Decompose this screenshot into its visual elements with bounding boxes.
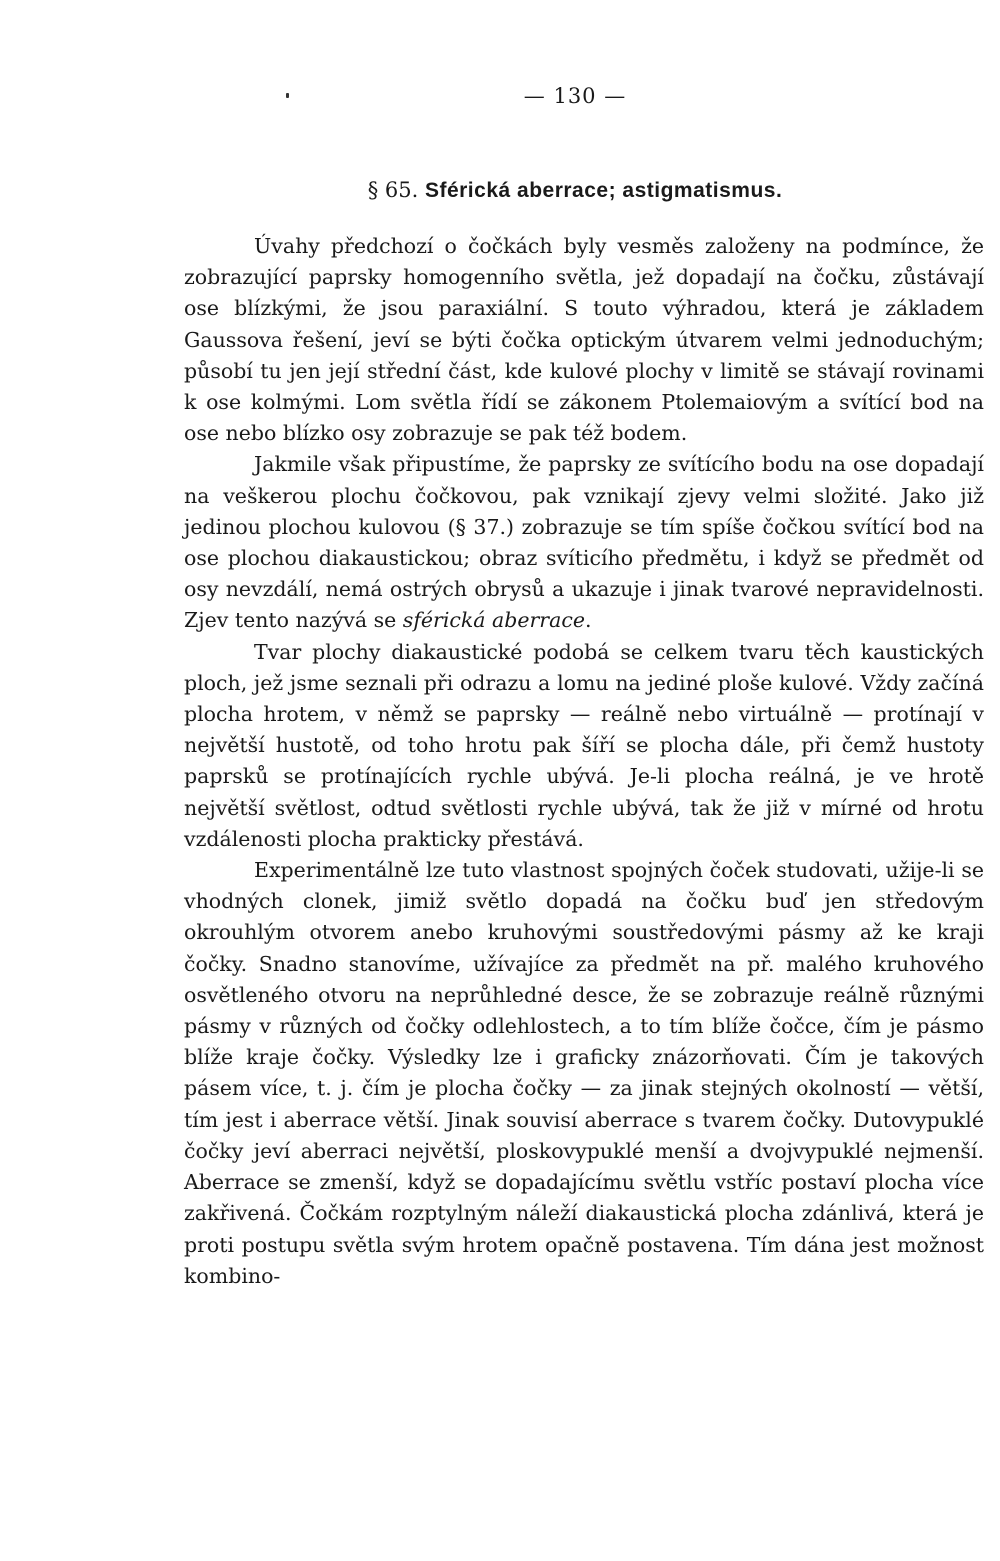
- paragraph-3: Tvar plochy diakaustické podobá se celkem tvaru těch kaustických ploch, jež jsme seznali při odrazu a lomu na jediné ploše kulové. Vždy začíná plocha hrotem, v němž se paprsky — reálně nebo virtuálně — protínají v největší hustotě, od toho hrotu pak šíří se plocha dále, při čemž hustoty paprsků se protínajících rychle ubývá. Je-li plocha reálná, je ve hrotě největší světlost, odtud světlosti rychle ubývá, tak že již v mírné od hrotu vzdálenosti plocha prakticky přestává.: [184, 639, 984, 851]
- paragraph-2-tail: .: [584, 608, 592, 633]
- section-heading: [0, 178, 1000, 203]
- paragraph-2-emphasis: sférická aberrace: [402, 608, 585, 633]
- page-number: — 130 —: [523, 84, 627, 108]
- section-symbol: § 65.: [367, 178, 419, 202]
- section-title: Sférická aberrace; astigmatismus.: [424, 179, 783, 202]
- body-text: [184, 231, 984, 1292]
- paragraph-1: Úvahy předchozí o čočkách byly vesměs založeny na podmínce, že zobrazující paprsky homogenního světla, jež dopadají na čočku, zůstávají ose blízkými, že jsou paraxiální. S touto výhradou, která je základem Gaussova řešení, jeví se býti čočka optickým útvarem velmi jednoduchým; působí tu jen její střední část, kde kulové plochy v limitě se stávají rovinami k ose kolmými. Lom světla řídí se zákonem Ptolemaiovým a svítící bod na ose nebo blízko osy zobrazuje se pak též bodem.: [184, 234, 984, 446]
- paragraph-4: Experimentálně lze tuto vlastnost spojných čoček studovati, užije-li se vhodných clonek, jimiž světlo dopadá na čočku buď jen středovým okrouhlým otvorem anebo kruhovými soustředovými pásmy až ke kraji čočky. Snadno stanovíme, užívajíce za předmět na př. malého kruhového osvětleného otvoru na neprůhledné desce, že se zobrazuje reálně různými pásmy v různých od čočky odlehlostech, a to tím blíže čočce, čím je pásmo blíže kraje čočky. Výsledky lze i graficky znázorňovati. Čím je takových pásem více, t. j. čím je plocha čočky — za jinak stejných okolností — větší, tím jest i aberrace větší. Jinak souvisí aberrace s tvarem čočky. Dutovypuklé čočky jeví aberraci největší, ploskovypuklé menší a dvojvypuklé nejmenší. Aberrace se zmenší, když se dopadajícímu světlu vstříc postaví plocha více zakřivená. Čočkám rozptylným náleží diakaustická plocha zdánlivá, která je proti postupu světla svým hrotem opačně postavena. Tím dána jest možnost kombino-: [184, 858, 984, 1288]
- paragraph-2-text: Jakmile však připustíme, že paprsky ze svítícího bodu na ose dopadají na veškerou plochu čočkovou, pak vznikají zjevy velmi složité. Jako již jedinou plochou kulovou (§ 37.) zobrazuje se tím spíše čočkou svítící bod na ose plochou diakaustickou; obraz svíticího předmětu, i když se předmět od osy nevzdálí, nemá ostrých obrysů a ukazuje i jinak tvarové nepravidelnosti. Zjev tento nazývá se: [184, 452, 984, 633]
- paragraph-2: [184, 449, 984, 636]
